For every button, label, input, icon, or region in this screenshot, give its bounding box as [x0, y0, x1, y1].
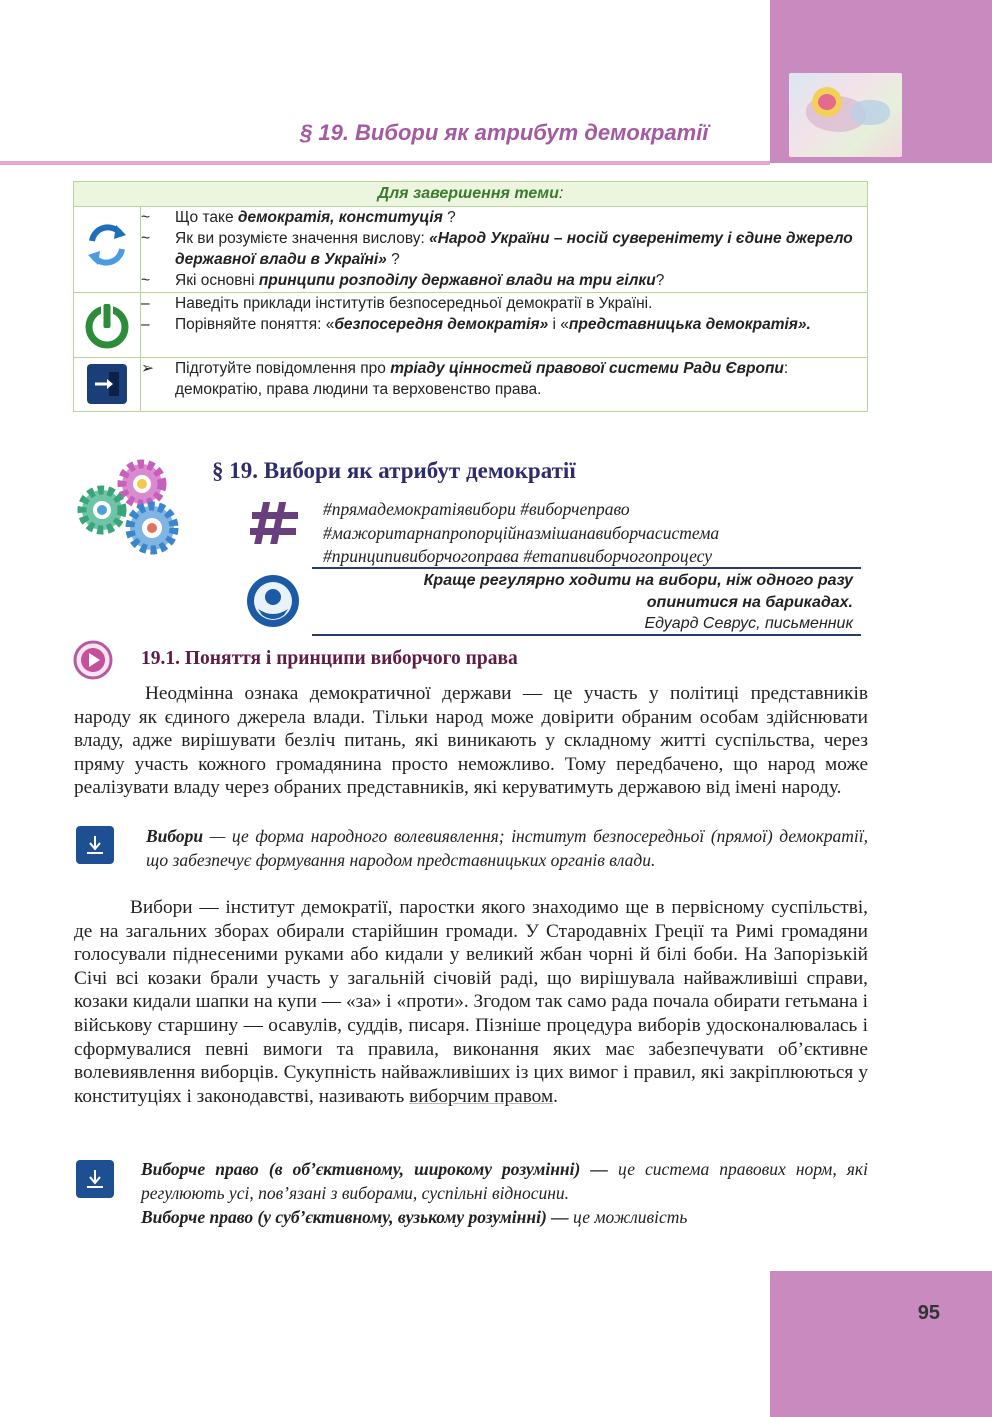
- list-marker: ~: [141, 209, 151, 226]
- item-term: принципи розподілу державної влади на три гілки: [258, 272, 656, 289]
- review-title: Для завершення теми: [377, 185, 559, 202]
- epigraph: [312, 570, 853, 635]
- definition-text: це система правових норм, які регулюють усі, пов’язані з виборами, суспільні відносини.: [141, 1159, 868, 1203]
- hashtag-line: #прямадемократіявибори #виборчеправо: [323, 499, 630, 519]
- item-text-end: ?: [655, 272, 665, 289]
- paragraph-end: .: [553, 1085, 558, 1107]
- map-region-shape: [850, 100, 890, 125]
- header-rule: [0, 161, 770, 165]
- hashtag-icon: [250, 498, 300, 548]
- definition-block: [141, 1206, 868, 1230]
- definition-text: — це форма народного волевиявлення; інститут безпосередньої (прямої) демократії, що забезпечує формування народом представницьких органів влади.: [146, 826, 868, 870]
- item-text: Наведіть приклади інститутів безпосередньої демократії в Україні.: [175, 295, 653, 312]
- review-group-2: [141, 293, 868, 358]
- page-number: 95: [917, 1302, 940, 1324]
- refresh-arrows-icon: [82, 217, 132, 273]
- definition-text: це можливість: [568, 1207, 688, 1227]
- definition-icon: [76, 1160, 114, 1198]
- definition-icon: [76, 826, 114, 864]
- item-term: представницька демократія».: [568, 316, 811, 333]
- list-item: [141, 293, 867, 314]
- term-link: виборчим правом: [409, 1085, 554, 1107]
- map-emblem-center: [818, 94, 836, 110]
- body-paragraph: [74, 896, 868, 1108]
- quote-bottom-rule: [312, 634, 861, 636]
- page-corner-band-bottom: [770, 1271, 992, 1417]
- item-text: Що таке: [175, 209, 238, 226]
- download-arrow-icon: [83, 833, 107, 857]
- definition-term: Виборче право (у суб’єктивному, вузькому розумінні) —: [141, 1207, 569, 1227]
- hashtag-line: #принципивиборчогоправа #етапивиборчогопроцесу: [323, 546, 713, 566]
- gears-icon: [74, 456, 184, 564]
- definition-block: [146, 825, 868, 872]
- item-text: Порівняйте поняття: «: [175, 316, 335, 333]
- definition-term: Вибори: [146, 826, 204, 846]
- definition-term: Виборче право (в об’єктивному, широкому розумінні) —: [141, 1159, 608, 1179]
- review-title-colon: :: [558, 185, 564, 202]
- item-text: і «: [548, 316, 569, 333]
- item-text: Які основні: [175, 272, 259, 289]
- item-term: демократія, конституція: [237, 209, 443, 226]
- item-text-end: : демократію, права людини та верховенство права.: [175, 360, 789, 398]
- paragraph-text: Неодмінна ознака демократичної держави — це участь у політиці представників народу як єдиного джерела влади. Тільки народ може довірити обраним особам здійснювати владу, адже вирішувати безліч питань, які виникають у складному житті суспільства, через пряму участь кожного громадянина просто неможливо. Тому передбачено, що народ може реалізувати владу через обраних представників, які керуватимуть державою від імені народу.: [74, 683, 868, 799]
- quote-text: Краще регулярно ходити на вибори, ніж одного разу: [423, 572, 853, 589]
- paragraph-text: Вибори — інститут демократії, паростки якого знаходимо ще в первісному суспільстві, де на загальних зборах обирали старійшин громади. У Стародавніх Греції та Римі громадяни голосували піднесеними руками або кидали у великий жбан чорні й білі боби. На Запорізькій Січі всі козаки брали участь у загальній січовій раді, що вирішувала найважливіші справи, козаки кидали шапки на купи — «за» і «проти». Згодом так само рада почала обирати гетьмана і військову старшину — осавулів, суддів, писаря. Пізніше процедура виборів удосконалювалась і сформувалися певні вимоги та правила, виконання яких має забезпечувати об’єктивне волевиявлення виборців. Сукупність найважливіших із цих вимог і правил, які закріплюються у конституціях і законодавстві, називають: [74, 897, 868, 1107]
- item-text-end: ?: [442, 209, 456, 226]
- item-text: Як ви розумієте значення вислову:: [175, 230, 430, 247]
- list-marker: ~: [141, 230, 151, 247]
- exit-arrow-icon: [85, 362, 129, 406]
- list-item: [141, 228, 867, 270]
- quote-text: опинитися на барикадах.: [646, 593, 853, 611]
- list-marker: ~: [141, 272, 151, 289]
- item-text-end: ?: [386, 251, 400, 268]
- list-marker: –: [141, 295, 150, 312]
- item-text: Підготуйте повідомлення про: [175, 360, 391, 377]
- play-icon: [72, 640, 116, 680]
- review-icon-cell: [74, 358, 141, 412]
- hashtag-list: [323, 498, 719, 569]
- body-paragraph: [74, 682, 868, 800]
- quote-badge-icon: [244, 573, 302, 629]
- quote-top-rule: [312, 567, 861, 569]
- item-term: безпосередня демократія»: [334, 316, 549, 333]
- list-item: [141, 207, 867, 228]
- item-term: «Народ України – носій суверенітету і єдине джерело державної влади в Україні»: [175, 230, 853, 268]
- list-item: [141, 358, 867, 400]
- power-icon: [82, 298, 132, 352]
- subsection-title: 19.1. Поняття і принципи виборчого права: [141, 648, 518, 669]
- item-term: тріаду цінностей правової системи Ради Європи: [390, 360, 784, 377]
- hashtag-line: #мажоритарнапропорційназмішанавиборчасистема: [323, 522, 720, 543]
- definition-block: [141, 1158, 868, 1205]
- review-icon-cell: [74, 207, 141, 293]
- list-marker: –: [141, 316, 150, 333]
- review-icon-cell: [74, 293, 141, 358]
- review-group-1: [141, 207, 868, 293]
- list-marker: ➢: [141, 360, 154, 377]
- list-item: [141, 270, 867, 291]
- review-table-header: [74, 182, 868, 207]
- running-head: § 19. Вибори як атрибут демократії: [300, 120, 709, 145]
- section-title: § 19. Вибори як атрибут демократії: [212, 458, 576, 483]
- download-arrow-icon: [83, 1167, 107, 1191]
- review-group-3: [141, 358, 868, 412]
- review-table: [73, 181, 868, 412]
- list-item: [141, 314, 867, 335]
- quote-author: Едуард Севрус, письменник: [644, 615, 853, 632]
